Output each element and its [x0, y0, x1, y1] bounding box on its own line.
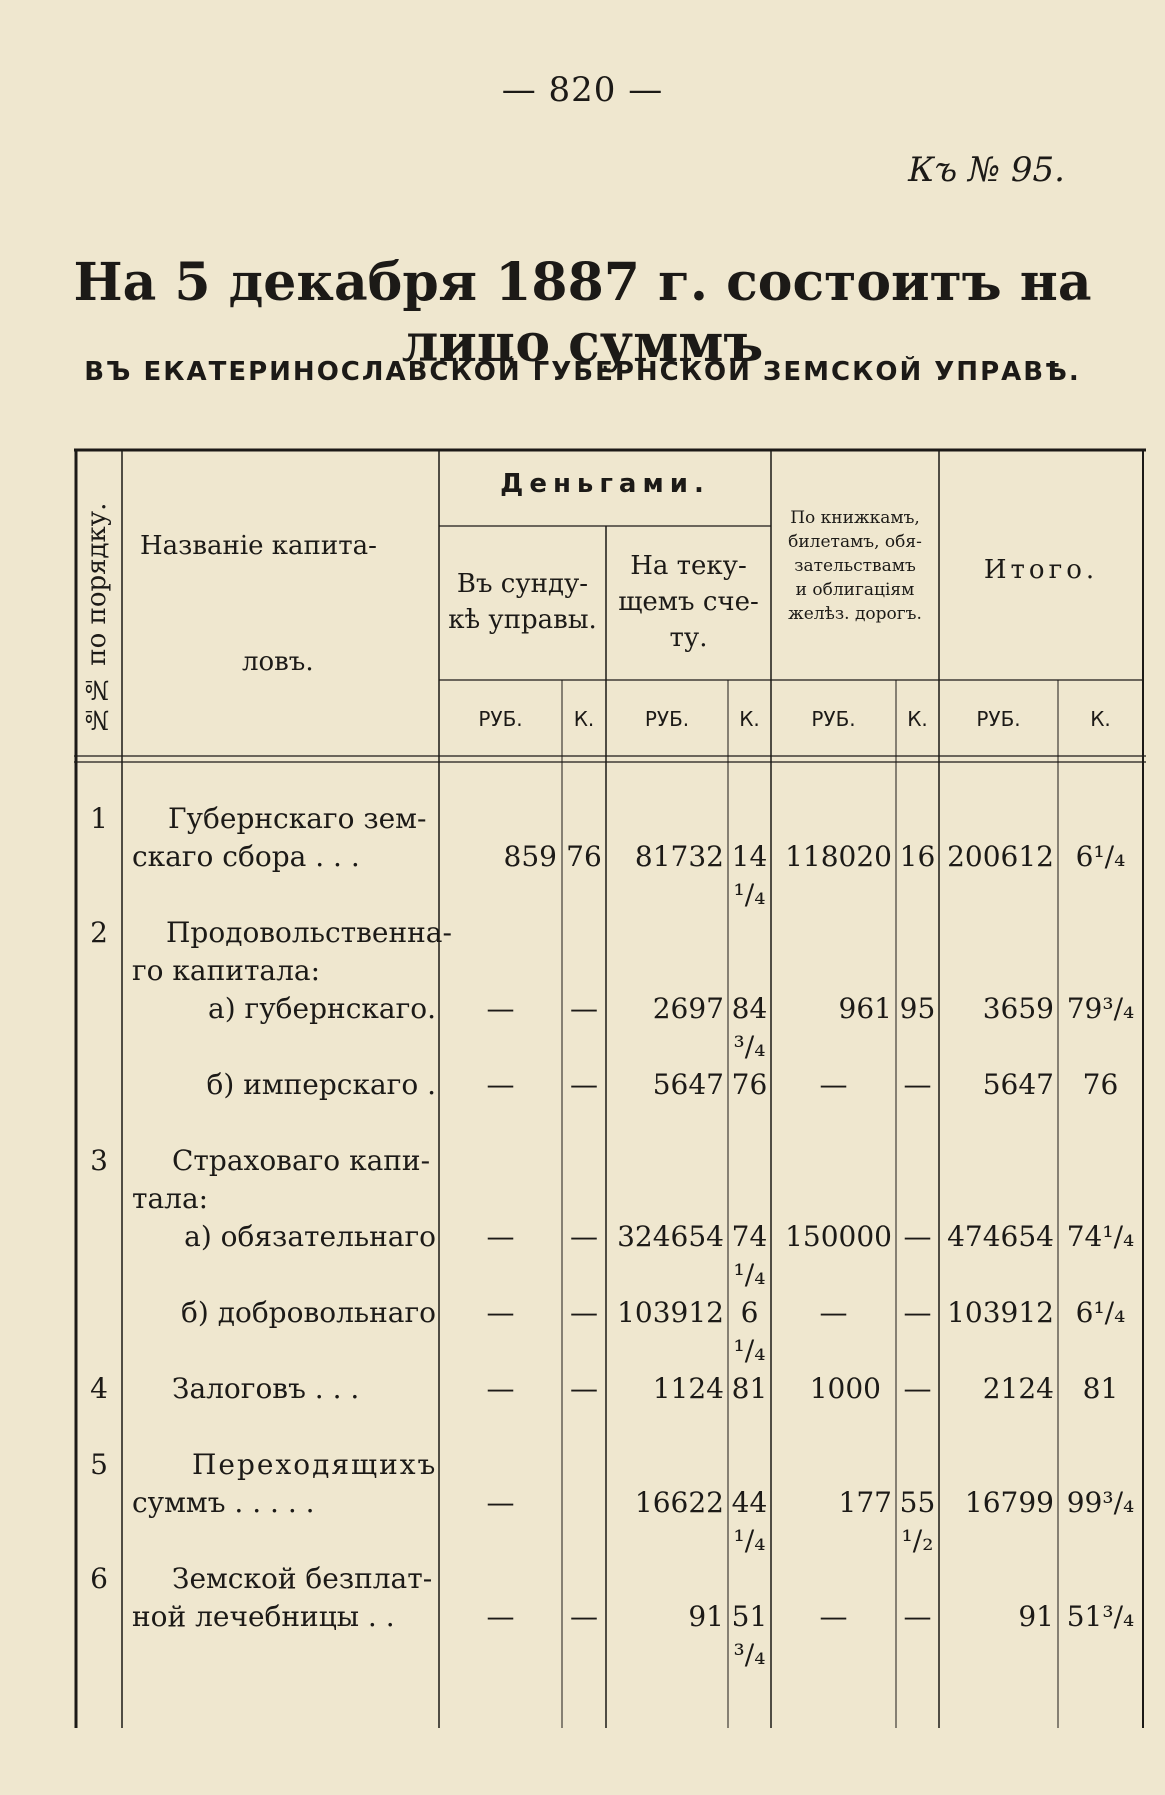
- page-subtitle: ВЪ ЕКАТЕРИНОСЛАВСКОЙ ГУБЕРНСКОЙ ЗЕМСКОЙ УПРАВѢ.: [84, 357, 1081, 387]
- books-rub: —: [819, 1296, 848, 1329]
- safe-rub: —: [486, 1600, 515, 1633]
- current-kop-fraction: ¹/₄: [733, 878, 766, 911]
- total-rub: 16799: [964, 1486, 1054, 1519]
- row-number: 4: [90, 1372, 108, 1405]
- books-kop: —: [903, 1220, 932, 1253]
- row-name-line2: го капитала:: [132, 954, 321, 987]
- books-kop-fraction: ¹/₂: [901, 1524, 934, 1557]
- books-kop: —: [903, 1296, 932, 1329]
- safe-kop: —: [570, 1296, 598, 1329]
- books-kop: 95: [899, 992, 936, 1025]
- current-rub: 103912: [617, 1296, 724, 1329]
- current-kop: 76: [731, 1068, 768, 1101]
- row-name-line1: Страховаго капи-: [172, 1144, 431, 1177]
- reference-number: Къ № 95.: [908, 150, 1065, 190]
- row-name-line1: Переходящихъ: [192, 1448, 438, 1481]
- safe-kop: —: [570, 1600, 598, 1633]
- books-rub: 118020: [785, 840, 892, 873]
- row-name-line2: суммъ . . . . .: [132, 1486, 315, 1519]
- header-money: Деньгами.: [500, 469, 710, 499]
- total-rub: 474654: [947, 1220, 1054, 1253]
- total-rub: 103912: [947, 1296, 1054, 1329]
- header-books-line3: зательствамъ: [794, 556, 916, 576]
- total-kop: 6¹/₄: [1075, 840, 1126, 873]
- total-rub: 2124: [982, 1372, 1054, 1405]
- total-kop: 74¹/₄: [1066, 1220, 1135, 1253]
- row-name: а) обязательнаго: [184, 1220, 436, 1253]
- current-kop: 81: [731, 1372, 768, 1405]
- safe-kop: 76: [566, 840, 602, 873]
- header-books-kop: К.: [907, 707, 928, 731]
- header-books-line1: По книжкамъ,: [790, 508, 920, 528]
- header-safe-line2: кѣ управы.: [448, 605, 597, 635]
- total-kop: 76: [1082, 1068, 1119, 1101]
- current-kop-fraction: ¹/₄: [733, 1258, 766, 1291]
- header-name-line1: Названіе капита-: [140, 531, 377, 561]
- row-name: а) губернскаго.: [208, 992, 436, 1025]
- books-rub: 150000: [785, 1220, 892, 1253]
- safe-rub: —: [486, 1068, 515, 1101]
- current-rub: 5647: [652, 1068, 724, 1101]
- total-kop: 79³/₄: [1066, 992, 1135, 1025]
- safe-rub: —: [486, 992, 515, 1025]
- current-kop-fraction: ¹/₄: [733, 1524, 766, 1557]
- row-number: 5: [90, 1448, 108, 1481]
- header-safe-line1: Въ сунду-: [456, 569, 589, 599]
- total-kop: 6¹/₄: [1075, 1296, 1126, 1329]
- current-kop: 84: [731, 992, 768, 1025]
- current-kop-fraction: ³/₄: [733, 1030, 766, 1063]
- row-name-line1: Губернскаго зем-: [168, 802, 427, 835]
- header-total-kop: К.: [1090, 707, 1111, 731]
- total-rub: 3659: [982, 992, 1054, 1025]
- row-name: б) добровольнаго: [181, 1296, 436, 1329]
- header-books-rub: РУБ.: [811, 707, 856, 731]
- safe-rub: —: [486, 1220, 515, 1253]
- row-name-line2: скаго сбора . . .: [132, 840, 360, 873]
- header-safe-kop: К.: [573, 707, 595, 731]
- row-name: б) имперскаго .: [206, 1068, 436, 1101]
- books-rub: —: [819, 1600, 848, 1633]
- header-current-line3: ту.: [669, 623, 708, 653]
- row-name-line2: тала:: [132, 1182, 209, 1215]
- header-current-kop: К.: [739, 707, 760, 731]
- row-name-line1: Земской безплат-: [172, 1562, 433, 1595]
- total-kop: 99³/₄: [1066, 1486, 1135, 1519]
- current-kop: 6: [740, 1296, 759, 1329]
- books-rub: 177: [838, 1486, 892, 1519]
- current-kop-fraction: ³/₄: [733, 1638, 766, 1671]
- safe-kop: —: [570, 1220, 598, 1253]
- current-kop: 74: [731, 1220, 768, 1253]
- books-kop: 55: [899, 1486, 936, 1519]
- total-rub: 91: [1018, 1600, 1054, 1633]
- safe-rub: —: [486, 1372, 515, 1405]
- header-total-rub: РУБ.: [976, 707, 1021, 731]
- books-kop: —: [903, 1372, 932, 1405]
- safe-rub: —: [486, 1296, 515, 1329]
- row-number: 1: [90, 802, 108, 835]
- header-safe-rub: РУБ.: [478, 707, 523, 731]
- total-rub: 200612: [947, 840, 1054, 873]
- books-rub: 961: [838, 992, 892, 1025]
- books-rub: —: [819, 1068, 848, 1101]
- current-rub: 16622: [634, 1486, 724, 1519]
- current-kop-fraction: ¹/₄: [733, 1334, 766, 1367]
- total-kop: 51³/₄: [1066, 1600, 1135, 1633]
- safe-kop: —: [570, 1372, 598, 1405]
- safe-rub: —: [486, 1486, 515, 1519]
- safe-kop: —: [570, 992, 598, 1025]
- total-kop: 81: [1082, 1372, 1119, 1405]
- books-kop: —: [903, 1600, 932, 1633]
- row-name-line2: ной лечебницы . .: [132, 1600, 395, 1633]
- header-order-number: №№ по порядку.: [82, 502, 112, 734]
- header-current-line2: щемъ сче-: [618, 587, 759, 617]
- books-kop: 16: [899, 840, 936, 873]
- current-rub: 324654: [617, 1220, 724, 1253]
- current-kop: 14: [731, 840, 768, 873]
- header-current-line1: На теку-: [630, 551, 747, 581]
- row-number: 6: [90, 1562, 108, 1595]
- page-number: — 820 —: [501, 70, 664, 110]
- current-rub: 1124: [652, 1372, 724, 1405]
- row-name-line1: Продовольственна-: [166, 916, 452, 949]
- row-name: Залоговъ . . .: [172, 1372, 360, 1405]
- current-kop: 51: [731, 1600, 768, 1633]
- header-current-rub: РУБ.: [644, 707, 690, 731]
- safe-kop: —: [570, 1068, 598, 1101]
- books-kop: —: [903, 1068, 932, 1101]
- header-books-line2: билетамъ, обя-: [788, 532, 922, 552]
- current-rub: 2697: [652, 992, 724, 1025]
- header-books-line5: желѣз. дорогъ.: [788, 604, 922, 624]
- total-rub: 5647: [982, 1068, 1054, 1101]
- header-books-line4: и облигаціям: [795, 580, 915, 600]
- current-kop: 44: [731, 1486, 768, 1519]
- page-title: На 5 декабря 1887 г. состоитъ на лицо суммъ: [73, 252, 1092, 374]
- current-rub: 91: [688, 1600, 724, 1633]
- books-rub: 1000: [809, 1372, 881, 1405]
- funds-table: [74, 448, 1146, 1728]
- row-number: 3: [90, 1144, 108, 1177]
- row-number: 2: [90, 916, 108, 949]
- current-rub: 81732: [634, 840, 724, 873]
- header-name-line2: ловъ.: [242, 647, 314, 677]
- safe-rub: 859: [503, 840, 557, 873]
- header-total: Итого.: [983, 555, 1099, 585]
